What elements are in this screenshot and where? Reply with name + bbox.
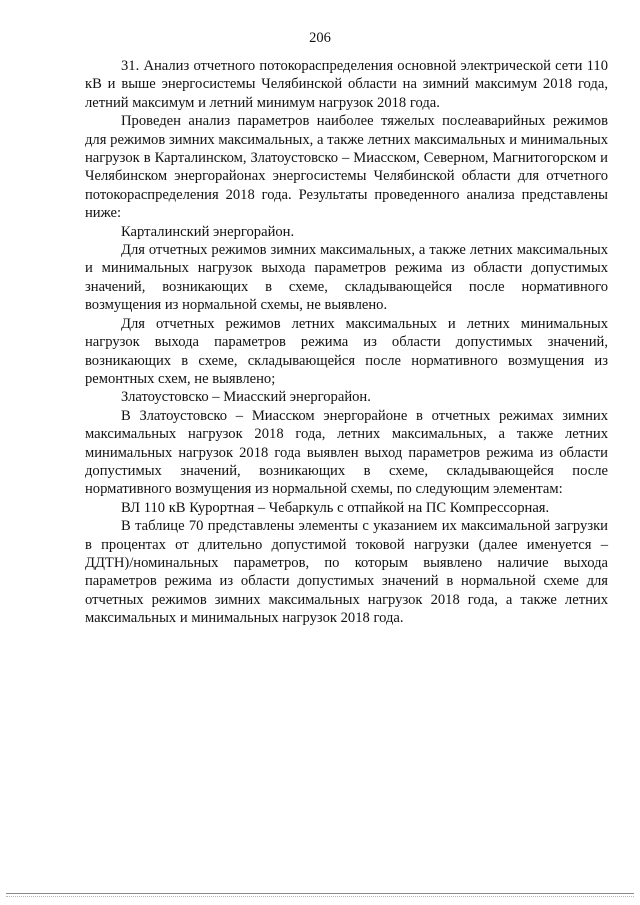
paragraph-kartaly-heading: Карталинский энергорайон.	[121, 223, 295, 240]
page-number: 206	[309, 30, 331, 46]
bottom-scan-border	[6, 893, 634, 894]
paragraph-zlatoust-heading: Златоустовско – Миасский энергорайон.	[121, 389, 371, 406]
paragraph-zlatoust-findings: В Златоустовско – Миасском энергорайоне в отчетных режимах зимних максимальных нагрузок 2018 года, летних максимальных, а также летних минимальных нагрузок 2018 года выявлен выход параметров режима из области допустимых значений, возникающих в схеме, складывающейся после нормативного возмущения из нормальной схемы, по следующим элементам:	[85, 407, 608, 498]
paragraph-kartaly-repair: Для отчетных режимов летних максимальных и летних минимальных нагрузок выхода параметров режима из области допустимых значений, возникающих в схеме, складывающейся после нормативного возмущения из ремонтных схем, не выявлено;	[85, 315, 608, 387]
paragraph-section-31-title: 31. Анализ отчетного потокораспределения основной электрической сети 110 кВ и выше энергосистемы Челябинской области на зимний максимум 2018 года, летний максимум и летний минимум нагрузок 2018 года.	[85, 58, 608, 111]
document-body	[85, 57, 608, 628]
paragraph-analysis-intro: Проведен анализ параметров наиболее тяжелых послеаварийных режимов для режимов зимних максимальных, а также летних максимальных и минимальных нагрузок в Карталинском, Златоустовско – Миасском, Северном, Магнитогорском и Челябинском энергорайонах энергосистемы Челябинской области для отчетного потокораспределения 2018 года. Результаты проведенного анализа представлены ниже:	[85, 113, 608, 222]
paragraph-kartaly-normal: Для отчетных режимов зимних максимальных, а также летних максимальных и минимальных нагрузок выхода параметров режима из области допустимых значений, возникающих в схеме, складывающейся после нормативного возмущения из нормальной схемы, не выявлено.	[85, 242, 608, 314]
bottom-scan-border-shadow	[6, 896, 634, 897]
paragraph-line-element: ВЛ 110 кВ Курортная – Чебаркуль с отпайкой на ПС Компрессорная.	[121, 499, 550, 516]
paragraph-table-70-reference: В таблице 70 представлены элементы с указанием их максимальной загрузки в процентах от длительно допустимой токовой нагрузки (далее именуется – ДДТН)/номинальных параметров, по которым выявлено наличие выхода параметров режима из области допустимых значений в нормальной схеме для отчетных режимов зимних максимальных нагрузок 2018 года, а также летних максимальных и минимальных нагрузок 2018 года.	[85, 518, 608, 627]
